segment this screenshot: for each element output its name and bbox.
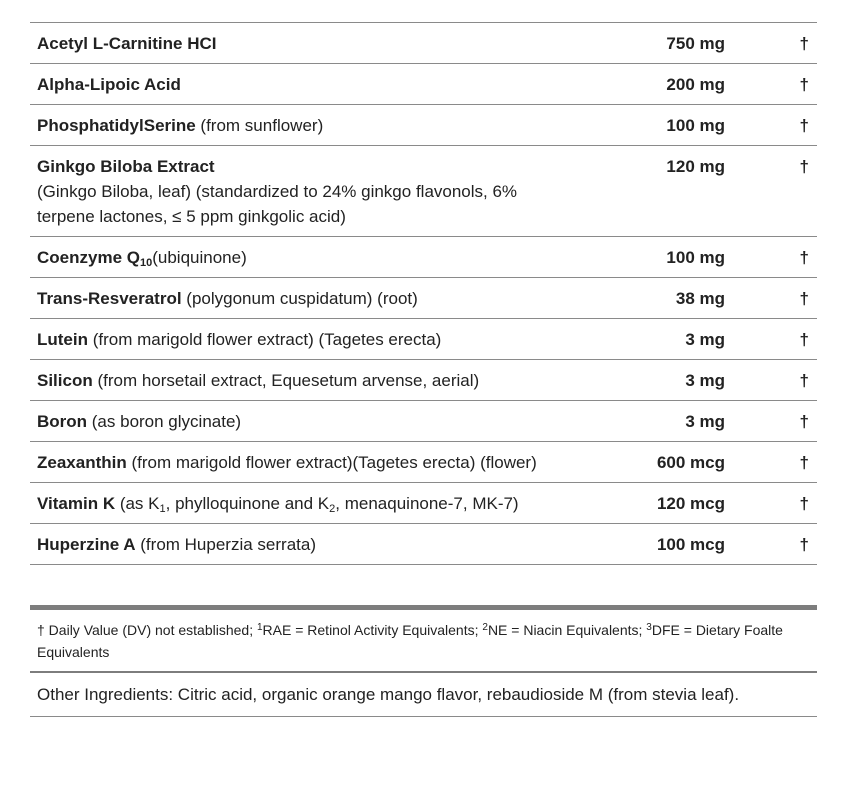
ingredient-name: Ginkgo Biloba Extract (37, 157, 215, 176)
ingredient-table (30, 22, 817, 565)
daily-value-dagger: † (799, 412, 809, 431)
ingredient-name: Coenzyme $Q_{10}$ (37, 248, 153, 269)
table-row (30, 105, 817, 146)
table-row (30, 524, 817, 565)
ingredient-name: Huperzine A (37, 535, 136, 554)
daily-value-dagger: † (799, 157, 809, 176)
table-row (30, 23, 817, 64)
ingredient-detail: (from Huperzia serrata) (135, 535, 316, 554)
ingredient-name: Vitamin K (37, 494, 116, 513)
ingredient-detail: (ubiquinone) (152, 248, 247, 267)
ingredient-detail: (polygonum cuspidatum) (root) (181, 289, 418, 308)
ingredient-name: Zeaxanthin (37, 453, 127, 472)
ingredient-name: Lutein (37, 330, 88, 349)
subscript: 10 (139, 257, 153, 269)
ingredient-amount: 100 mg (666, 248, 725, 267)
subscript: 1 (159, 503, 166, 515)
ingredient-detail: (as boron glycinate) (87, 412, 242, 431)
ingredient-amount: 3 mg (685, 412, 725, 431)
table-row (30, 319, 817, 360)
ingredient-amount: 38 mg (675, 289, 725, 308)
ingredient-detail: (as $K_1$, phylloquinone and $K_2$, menaquinone-7, MK-7) (115, 494, 519, 515)
ingredient-name: Acetyl L-Carnitine HCI (37, 34, 217, 53)
daily-value-dagger: † (799, 116, 809, 135)
ingredient-detail: (from marigold flower extract)(Tagetes erecta) (flower) (126, 453, 537, 472)
table-row (30, 237, 817, 278)
table-row (30, 64, 817, 105)
daily-value-dagger: † (799, 494, 809, 513)
ingredient-detail: (from marigold flower extract) (Tagetes erecta) (88, 330, 442, 349)
daily-value-dagger: † (799, 330, 809, 349)
ingredient-amount: 200 mg (666, 75, 725, 94)
subscript: 2 (329, 503, 336, 515)
ingredient-detail: (from horsetail extract, Equesetum arvense, aerial) (92, 371, 480, 390)
ingredient-name: PhosphatidylSerine (37, 116, 196, 135)
ingredient-amount: 100 mg (666, 116, 725, 135)
daily-value-dagger: † (799, 453, 809, 472)
ingredient-name: Alpha-Lipoic Acid (37, 75, 181, 94)
table-row (30, 442, 817, 483)
ingredient-amount: 120 mg (666, 157, 725, 176)
table-row (30, 483, 817, 524)
table-row (30, 278, 817, 319)
other-ingredients: Other Ingredients: Citric acid, organic orange mango flavor, rebaudioside M (from stevia leaf). (30, 673, 817, 717)
daily-value-dagger: † (799, 289, 809, 308)
ingredient-name: Boron (37, 412, 88, 431)
ingredient-detail: (Ginkgo Biloba, leaf) (standardized to 24% ginkgo flavonols, 6% terpene lactones, ≤ 5 ppm ginkgolic acid) (37, 182, 518, 226)
daily-value-dagger: † (799, 75, 809, 94)
table-row (30, 146, 817, 237)
daily-value-dagger: † (799, 535, 809, 554)
ingredient-amount: 120 mcg (656, 494, 725, 513)
supplement-facts-panel (30, 22, 817, 717)
daily-value-dagger: † (799, 248, 809, 267)
ingredient-detail: (from sunflower) (195, 116, 324, 135)
ingredient-amount: 100 mcg (656, 535, 725, 554)
table-row (30, 360, 817, 401)
ingredient-amount: 3 mg (685, 330, 725, 349)
daily-value-dagger: † (799, 34, 809, 53)
ingredient-amount: 3 mg (685, 371, 725, 390)
daily-value-footnote: † Daily Value (DV) not established; $^1$RAE = Retinol Activity Equivalents; $^2$NE = Niacin Equivalents; $^3$DFE = Dietary Foalte Equivalents (30, 605, 817, 673)
ingredient-amount: 750 mg (666, 34, 725, 53)
daily-value-dagger: † (799, 371, 809, 390)
ingredient-name: Trans-Resveratrol (37, 289, 182, 308)
table-row (30, 401, 817, 442)
ingredient-name: Silicon (37, 371, 93, 390)
ingredient-amount: 600 mcg (656, 453, 725, 472)
